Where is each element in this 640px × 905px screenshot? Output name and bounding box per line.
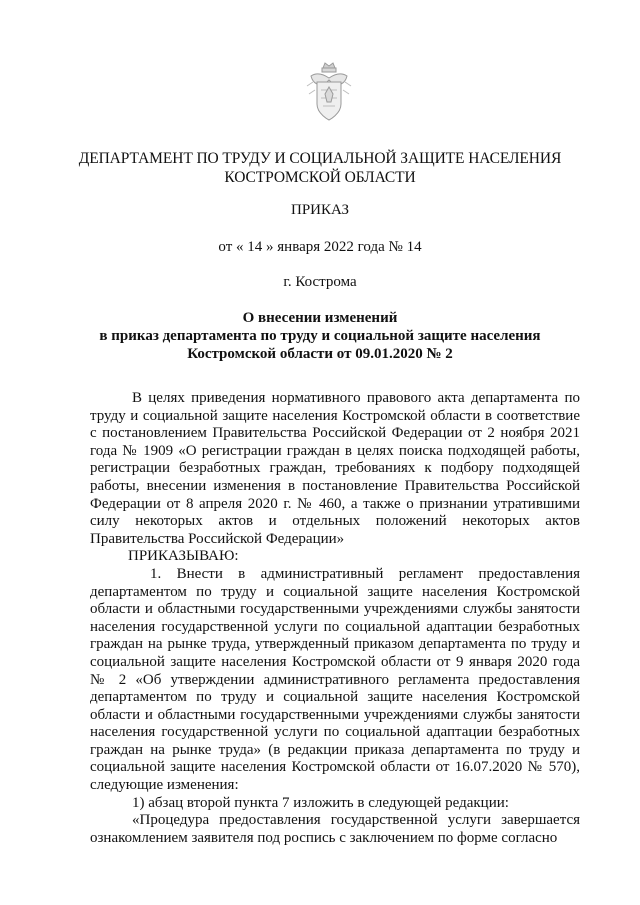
document-type: ПРИКАЗ — [291, 202, 349, 218]
order-word: ПРИКАЗЫВАЮ: — [128, 548, 239, 565]
subject-line-1: О внесении изменений — [242, 310, 398, 326]
coat-of-arms-icon — [303, 60, 355, 124]
order-body — [90, 390, 580, 847]
department-line-2: КОСТРОМСКОЙ ОБЛАСТИ — [224, 169, 416, 186]
department-line-1: ДЕПАРТАМЕНТ ПО ТРУДУ И СОЦИАЛЬНОЙ ЗАЩИТЕ НАСЕЛЕНИЯ — [78, 150, 562, 167]
quote-paragraph: «Процедура предоставления государственной услуги завершается ознакомлением заявителя под роспись с заключением по форме согласно — [90, 812, 580, 846]
subject-line-2: в приказ департамента по труду и социальной защите населения — [99, 328, 541, 344]
order-date-number: от « 14 » января 2022 года № 14 — [218, 239, 422, 255]
subject-line-3: Костромской области от 09.01.2020 № 2 — [187, 346, 453, 362]
subitem-1-paragraph: 1) абзац второй пункта 7 изложить в следующей редакции: — [132, 794, 509, 811]
city: г. Кострома — [283, 274, 357, 290]
department-name — [60, 149, 580, 187]
preamble-paragraph: В целях приведения нормативного правового акта департамента по труду и социальной защите населения Костромской области в соответствие с постановлением Правительства Российской Федерации от 2 ноября 2021 года № 1909 «О регистрации граждан в целях поиска подходящей работы, регистрации безработных граждан, требованиях к подбору подходящей работы, внесении изменения в постановление Правительства Российской Федерации от 8 апреля 2020 г. № 460, а также о признании утратившими силу некоторых актов и отдельных положений некоторых актов Правительства Российской Федерации» — [90, 390, 580, 547]
item-1-paragraph: 1. Внести в административный регламент предоставления департаментом по труду и социальной защите населения Костромской области и областными государственными учреждениями службы занятости населения государственной услуги по социальной адаптации безработных граждан на рынке труда, утвержденный приказом департамента по труду и социальной защите населения Костромской области от 9 января 2020 года № 2 «Об утверждении административного регламента предоставления департаментом по труду и социальной защите населения Костромской области и областными государственными учреждениями службы занятости населения государственной услуги по социальной адаптации безработных граждан на рынке труда» (в редакции приказа департамента по труду и социальной защите населения Костромской области от 16.07.2020 № 570), следующие изменения: — [90, 565, 580, 794]
order-subject — [60, 309, 580, 363]
